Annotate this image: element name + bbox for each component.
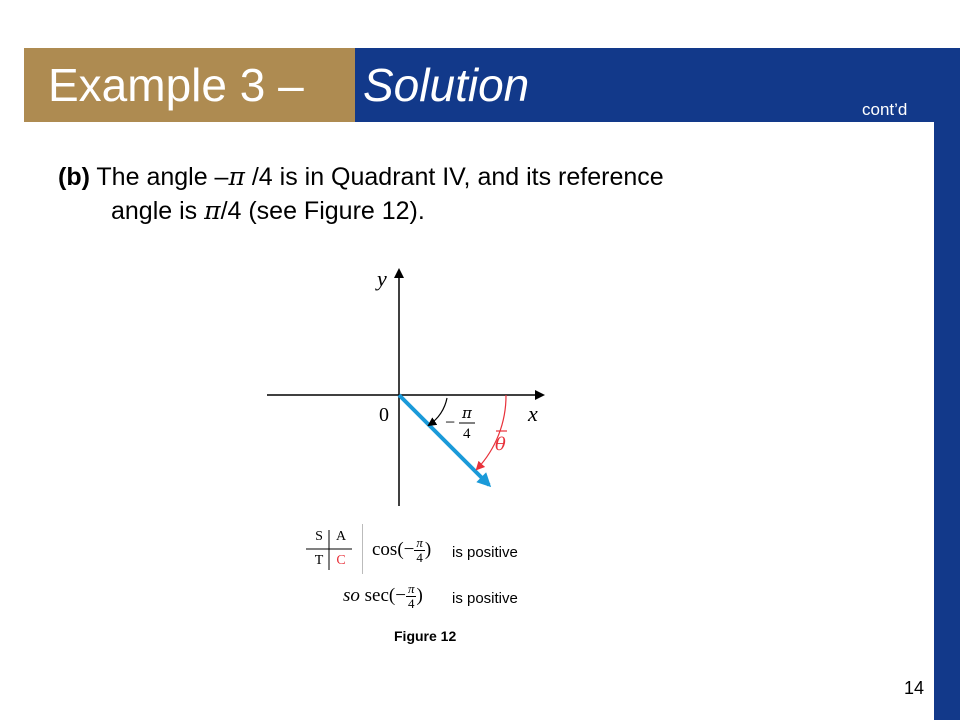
- cos-fraction: [414, 536, 425, 565]
- angle-diagram: [255, 258, 575, 518]
- sec-frac-num: π: [407, 581, 415, 596]
- sec-close: ): [416, 584, 423, 606]
- theta-label: θ: [495, 434, 506, 455]
- body-line2-a: angle is: [111, 197, 205, 225]
- page-number: 14: [904, 678, 925, 698]
- cos-minus: −: [403, 538, 415, 560]
- quadrant-a: A: [335, 529, 347, 544]
- body-text: [58, 160, 878, 228]
- sec-formula: [343, 582, 423, 611]
- angle-numerator: π: [462, 404, 472, 422]
- cos-formula: [372, 536, 431, 565]
- body-line2: [58, 194, 878, 228]
- cos-frac-den: 4: [416, 550, 423, 565]
- part-label: (b): [58, 163, 90, 191]
- astc-quadrant-chart: [300, 524, 363, 574]
- angle-minus: −: [445, 412, 456, 432]
- origin-label: 0: [379, 404, 389, 426]
- figure-caption: Figure 12: [394, 628, 457, 644]
- body-line1-a: The angle –: [89, 163, 229, 191]
- continued-label: cont’d: [862, 100, 908, 119]
- cos-frac-num: π: [416, 535, 423, 550]
- pi-symbol: π: [228, 162, 245, 191]
- quadrant-t: T: [314, 553, 324, 568]
- slide-title-part2: Solution: [363, 59, 530, 111]
- cos-positive-text: is positive: [452, 544, 518, 561]
- reference-angle-arc: [477, 395, 506, 469]
- body-line2-b: /4 (see Figure 12).: [220, 197, 425, 225]
- sec-positive-text: is positive: [452, 590, 518, 607]
- sec-expr: sec(: [364, 584, 396, 606]
- sec-frac-den: 4: [407, 596, 415, 611]
- pi-symbol-2: π: [204, 196, 221, 225]
- cos-expr: cos(: [372, 538, 404, 560]
- sec-fraction: [406, 582, 417, 611]
- quadrant-s: S: [315, 529, 323, 544]
- sec-minus: −: [395, 584, 406, 606]
- body-line1-b: /4 is in Quadrant IV, and its reference: [244, 163, 664, 191]
- cos-close: ): [424, 538, 432, 560]
- slide-title-part1: Example 3 –: [48, 59, 304, 111]
- angle-denominator: 4: [463, 426, 471, 442]
- x-axis-label: x: [528, 401, 538, 426]
- right-accent-bar: [934, 48, 960, 720]
- y-axis-label: y: [377, 266, 387, 291]
- so-word: so: [343, 584, 360, 606]
- quadrant-c: C: [336, 553, 346, 568]
